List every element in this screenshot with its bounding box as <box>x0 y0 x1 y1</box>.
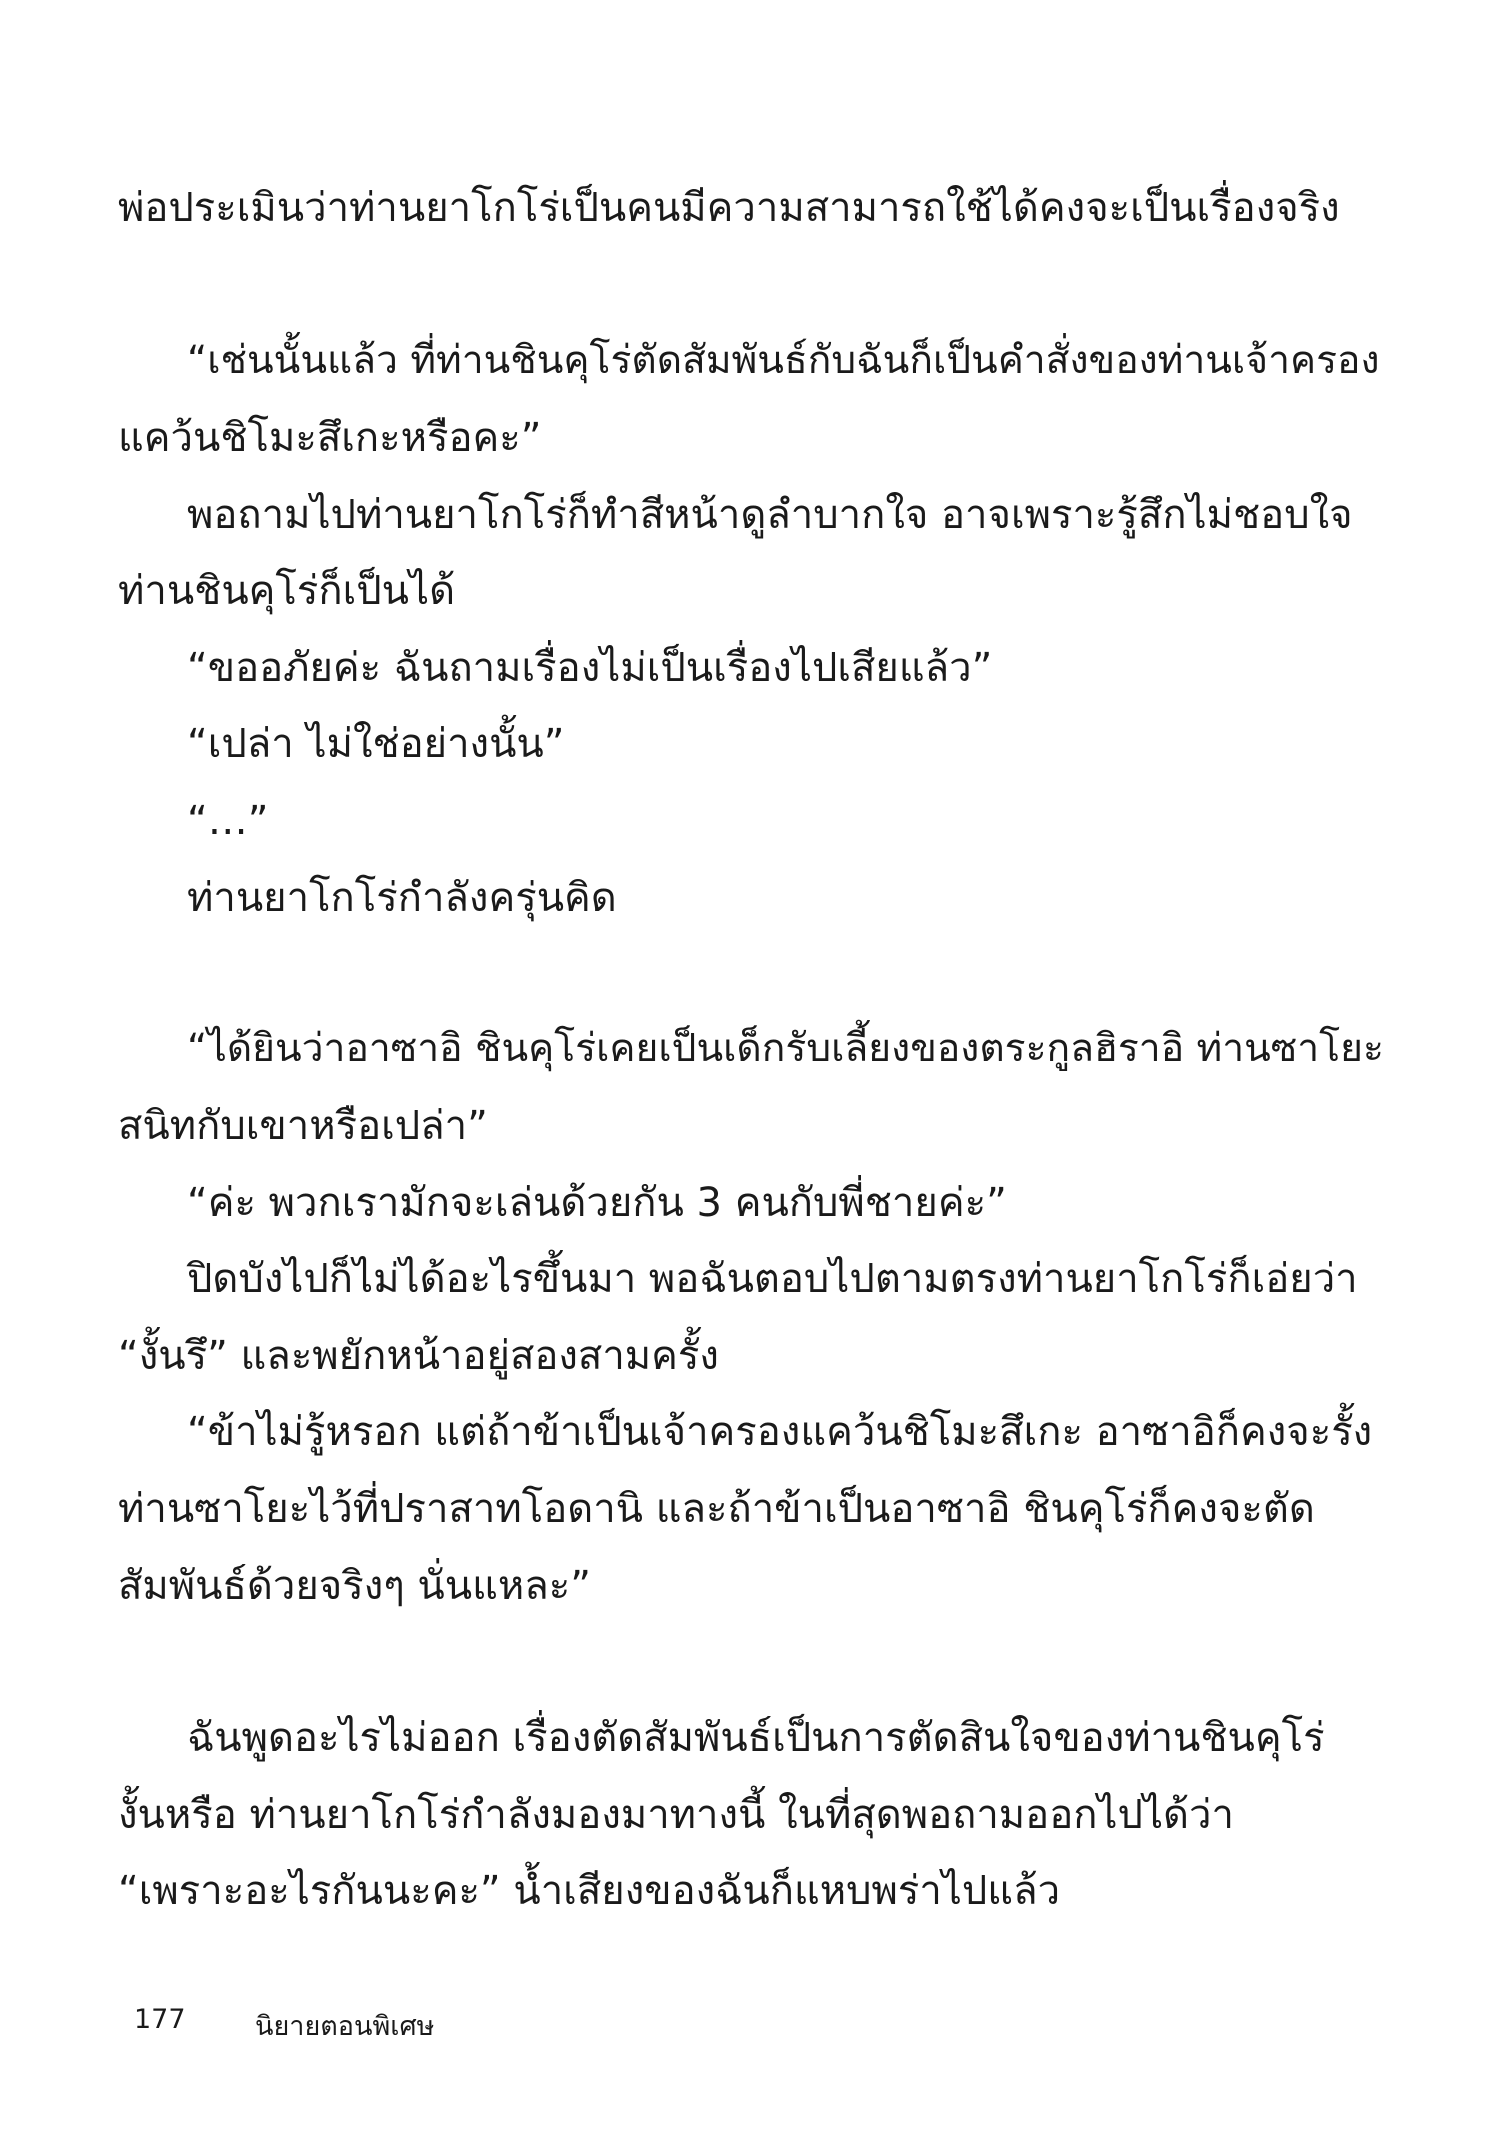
text-line: “เพราะอะไรกันนะคะ” น้ำเสียงของฉันก็แหบพร่าไปแล้ว <box>118 1868 1061 1914</box>
text-line: “…” <box>187 798 269 844</box>
text-line: “ขออภัยค่ะ ฉันถามเรื่องไม่เป็นเรื่องไปเสียแล้ว” <box>187 645 993 691</box>
text-line: ท่านซาโยะไว้ที่ปราสาทโอดานิ และถ้าข้าเป็นอาซาอิ ชินคุโร่ก็คงจะตัด <box>118 1486 1315 1532</box>
text-line: สัมพันธ์ด้วยจริงๆ นั่นแหละ” <box>118 1563 591 1609</box>
running-title: นิยายตอนพิเศษ <box>255 2011 435 2042</box>
text-line: ปิดบังไปก็ไม่ได้อะไรขึ้นมา พอฉันตอบไปตามตรงท่านยาโกโร่ก็เอ่ยว่า <box>187 1256 1358 1302</box>
text-line: “งั้นรึ” และพยักหน้าอยู่สองสามครั้ง <box>118 1333 719 1379</box>
text-line: “ข้าไม่รู้หรอก แต่ถ้าข้าเป็นเจ้าครองแคว้นชิโมะสึเกะ อาซาอิก็คงจะรั้ง <box>187 1409 1373 1455</box>
text-line: “เช่นนั้นแล้ว ที่ท่านชินคุโร่ตัดสัมพันธ์กับฉันก็เป็นคำสั่งของท่านเจ้าครอง <box>187 338 1380 383</box>
text-line: พอถามไปท่านยาโกโร่ก็ทำสีหน้าดูลำบากใจ อาจเพราะรู้สึกไม่ชอบใจ <box>187 492 1353 538</box>
text-line: สนิทกับเขาหรือเปล่า” <box>118 1103 488 1149</box>
text-line: ท่านชินคุโร่ก็เป็นได้ <box>118 568 456 614</box>
text-line: พ่อประเมินว่าท่านยาโกโร่เป็นคนมีความสามารถใช้ได้คงจะเป็นเรื่องจริง <box>118 185 1340 231</box>
text-line: “ค่ะ พวกเรามักจะเล่นด้วยกัน 3 คนกับพี่ชายค่ะ” <box>187 1180 1007 1226</box>
text-line: แคว้นชิโมะสึเกะหรือคะ” <box>118 415 542 461</box>
text-line: ฉันพูดอะไรไม่ออก เรื่องตัดสัมพันธ์เป็นการตัดสินใจของท่านชินคุโร่ <box>187 1715 1325 1761</box>
text-line: “ได้ยินว่าอาซาอิ ชินคุโร่เคยเป็นเด็กรับเลี้ยงของตระกูลฮิราอิ ท่านซาโยะ <box>187 1026 1384 1071</box>
text-line: งั้นหรือ ท่านยาโกโร่กำลังมองมาทางนี้ ในที่สุดพอถามออกไปได้ว่า <box>118 1792 1234 1838</box>
text-line: ท่านยาโกโร่กำลังครุ่นคิด <box>187 875 617 921</box>
page-footer <box>0 2004 1512 2054</box>
page-number: 177 <box>134 2004 186 2035</box>
text-line: “เปล่า ไม่ใช่อย่างนั้น” <box>187 721 565 767</box>
